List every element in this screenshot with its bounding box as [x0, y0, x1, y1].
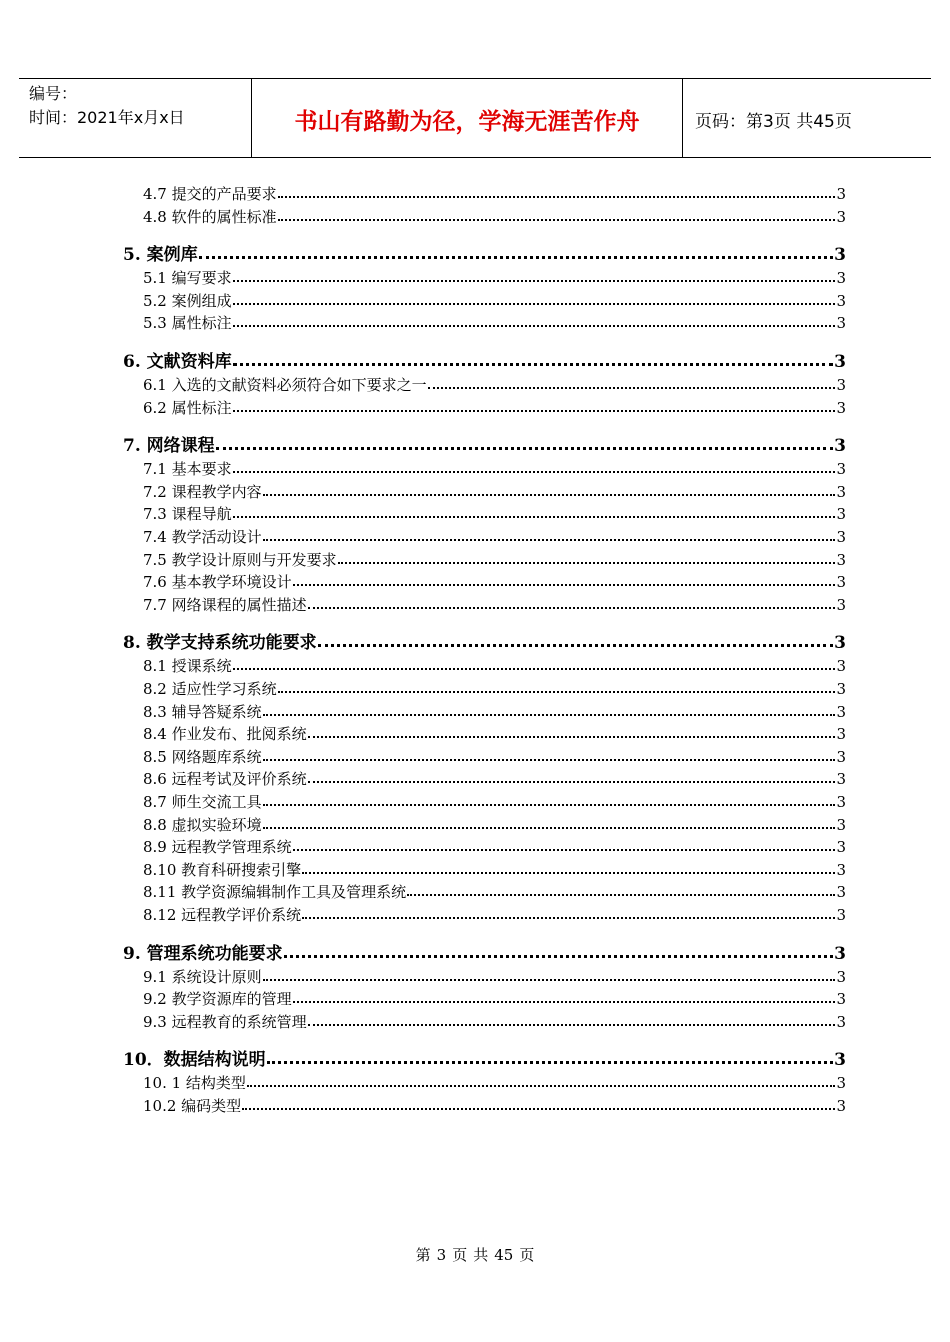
- toc-dot-leader: [263, 490, 836, 496]
- toc-dot-leader: [233, 467, 836, 473]
- toc-entry-title: 8.9 远程教学管理系统: [143, 838, 292, 857]
- toc-dot-leader: [302, 868, 835, 874]
- toc-entry-page: 3: [836, 1074, 846, 1093]
- toc-entry-page: 3: [836, 860, 846, 879]
- toc-entry-title: 5. 案例库: [123, 245, 198, 266]
- toc-entry-title: 7.3 课程导航: [143, 505, 232, 524]
- toc-entry-page: 3: [836, 906, 846, 924]
- toc-section-entry[interactable]: [123, 1045, 846, 1071]
- toc-subsection-entry[interactable]: [143, 458, 846, 478]
- toc-dot-leader: [338, 558, 836, 564]
- toc-dot-leader: [233, 359, 833, 366]
- toc-dot-leader: [302, 913, 835, 919]
- toc-dot-leader: [263, 710, 836, 716]
- toc-dot-leader: [263, 823, 836, 829]
- toc-entry-page: 3: [836, 838, 846, 857]
- footer-label-page: 第: [415, 1246, 431, 1264]
- toc-entry-title: 10. 1 结构类型: [143, 1074, 246, 1093]
- toc-entry-page: 3: [836, 990, 846, 1009]
- toc-dot-leader: [263, 535, 836, 541]
- toc-entry-page: 3: [836, 793, 846, 811]
- toc-entry-page: 3: [836, 815, 846, 834]
- toc-dot-leader: [308, 603, 836, 609]
- toc-entry-title: 5.3 属性标注: [143, 314, 232, 333]
- document-number-label: 编号：: [29, 84, 78, 103]
- toc-subsection-entry[interactable]: [143, 267, 846, 287]
- toc-entry-title: 4.7 提交的产品要求: [143, 185, 277, 203]
- toc-entry-page: 3: [834, 1050, 846, 1071]
- toc-entry-page: 3: [834, 245, 846, 266]
- toc-entry-page: 3: [836, 528, 846, 546]
- toc-entry-title: 6. 文献资料库: [123, 352, 232, 372]
- toc-subsection-entry[interactable]: [143, 206, 846, 226]
- page-footer: [0, 1244, 950, 1265]
- toc-subsection-entry[interactable]: [143, 312, 846, 332]
- toc-entry-page: 3: [836, 725, 846, 744]
- toc-subsection-entry[interactable]: [143, 290, 846, 310]
- toc-entry-title: 8.10 教育科研搜索引擎: [143, 860, 302, 879]
- toc-section-entry[interactable]: [123, 240, 846, 266]
- footer-label-page-unit: 页: [452, 1246, 468, 1264]
- toc-entry-page: 3: [834, 436, 846, 457]
- toc-entry-page: 3: [836, 550, 846, 569]
- toc-subsection-entry[interactable]: [143, 966, 846, 986]
- toc-entry-title: 9.2 教学资源库的管理: [143, 990, 292, 1009]
- toc-entry-page: 3: [836, 680, 846, 698]
- toc-entry-page: 3: [836, 314, 846, 333]
- toc-subsection-entry[interactable]: [143, 678, 846, 698]
- toc-subsection-entry[interactable]: [143, 571, 846, 591]
- toc-subsection-entry[interactable]: [143, 1072, 846, 1092]
- toc-entry-page: 3: [836, 460, 846, 479]
- toc-dot-leader: [233, 664, 836, 670]
- toc-dot-leader: [233, 276, 836, 282]
- footer-label-total-unit: 页: [519, 1246, 535, 1264]
- toc-entry-title: 7.4 教学活动设计: [143, 528, 262, 546]
- toc-subsection-entry[interactable]: [143, 526, 846, 546]
- toc-dot-leader: [233, 406, 836, 412]
- toc-dot-leader: [216, 443, 833, 450]
- toc-subsection-entry[interactable]: [143, 814, 846, 834]
- toc-section-entry[interactable]: [123, 628, 846, 654]
- toc-dot-leader: [293, 580, 836, 586]
- toc-dot-leader: [308, 732, 836, 738]
- toc-dot-leader: [278, 215, 836, 221]
- toc-entry-title: 8.12 远程教学评价系统: [143, 906, 302, 924]
- footer-total-pages: 45: [494, 1246, 514, 1264]
- toc-entry-title: 8.2 适应性学习系统: [143, 680, 277, 698]
- toc-subsection-entry[interactable]: [143, 746, 846, 766]
- toc-entry-page: 3: [836, 207, 846, 226]
- toc-section-entry[interactable]: [123, 431, 846, 457]
- toc-entry-page: 3: [836, 376, 846, 394]
- toc-entry-title: 6.1 入选的文献资料必须符合如下要求之一: [143, 376, 427, 394]
- toc-subsection-entry[interactable]: [143, 768, 846, 788]
- toc-dot-leader: [263, 800, 836, 806]
- toc-entry-title: 8.1 授课系统: [143, 657, 232, 676]
- toc-entry-title: 8.11 教学资源编辑制作工具及管理系统: [143, 883, 407, 902]
- toc-entry-page: 3: [836, 1097, 846, 1115]
- header-page-info: 页码：第3页 共45页: [695, 112, 852, 132]
- toc-subsection-entry[interactable]: [143, 791, 846, 811]
- toc-subsection-entry[interactable]: [143, 701, 846, 721]
- toc-dot-leader: [278, 687, 836, 693]
- toc-entry-page: 3: [834, 943, 846, 964]
- footer-page-number: 3: [436, 1246, 447, 1264]
- toc-section-entry[interactable]: [123, 347, 846, 372]
- toc-entry-title: 8.3 辅导答疑系统: [143, 702, 262, 721]
- toc-dot-leader: [308, 777, 836, 783]
- toc-entry-title: 8.5 网络题库系统: [143, 747, 262, 766]
- toc-entry-title: 8.6 远程考试及评价系统: [143, 770, 307, 789]
- toc-subsection-entry[interactable]: [143, 503, 846, 523]
- toc-subsection-entry[interactable]: [143, 988, 846, 1008]
- toc-subsection-entry[interactable]: [143, 1011, 846, 1031]
- toc-entry-page: 3: [836, 595, 846, 614]
- toc-entry-page: 3: [836, 185, 846, 203]
- toc-dot-leader: [233, 299, 836, 305]
- toc-dot-leader: [407, 890, 835, 896]
- toc-entry-title: 5.1 编写要求: [143, 269, 232, 288]
- toc-entry-title: 10.2 编码类型: [143, 1097, 242, 1115]
- toc-subsection-entry[interactable]: [143, 859, 846, 879]
- toc-entry-title: 4.8 软件的属性标准: [143, 207, 277, 226]
- toc-entry-page: 3: [836, 398, 846, 417]
- toc-entry-page: 3: [836, 291, 846, 310]
- toc-entry-page: 3: [836, 702, 846, 721]
- toc-entry-title: 9.3 远程教育的系统管理: [143, 1012, 307, 1031]
- toc-entry-page: 3: [836, 747, 846, 766]
- toc-subsection-entry[interactable]: [143, 723, 846, 743]
- toc-dot-leader: [199, 252, 833, 259]
- document-time-label: 时间：2021年x月x日: [29, 108, 185, 127]
- toc-entry-title: 6.2 属性标注: [143, 398, 232, 417]
- toc-entry-title: 7.2 课程教学内容: [143, 482, 262, 501]
- toc-entry-title: 9. 管理系统功能要求: [123, 943, 283, 964]
- toc-entry-page: 3: [836, 883, 846, 902]
- toc-dot-leader: [233, 321, 836, 327]
- toc-entry-page: 3: [836, 1012, 846, 1031]
- toc-subsection-entry[interactable]: [143, 881, 846, 901]
- toc-dot-leader: [318, 640, 833, 647]
- toc-dot-leader: [233, 512, 836, 518]
- toc-subsection-entry[interactable]: [143, 481, 846, 501]
- toc-dot-leader: [278, 192, 836, 198]
- toc-entry-title: 7.5 教学设计原则与开发要求: [143, 550, 337, 569]
- toc-entry-title: 9.1 系统设计原则: [143, 967, 262, 986]
- toc-dot-leader: [293, 845, 836, 851]
- toc-entry-page: 3: [836, 482, 846, 501]
- toc-entry-page: 3: [836, 269, 846, 288]
- toc-subsection-entry[interactable]: [143, 1095, 846, 1115]
- toc-dot-leader: [428, 383, 836, 389]
- toc-subsection-entry[interactable]: [143, 397, 846, 417]
- toc-entry-title: 8.8 虚拟实验环境: [143, 815, 262, 834]
- toc-dot-leader: [284, 951, 833, 958]
- toc-entry-title: 7.7 网络课程的属性描述: [143, 595, 307, 614]
- toc-dot-leader: [247, 1081, 836, 1087]
- toc-dot-leader: [308, 1020, 836, 1026]
- toc-entry-title: 5.2 案例组成: [143, 291, 232, 310]
- toc-entry-title: 8.7 师生交流工具: [143, 793, 262, 811]
- toc-subsection-entry[interactable]: [143, 904, 846, 924]
- toc-subsection-entry[interactable]: [143, 183, 846, 203]
- toc-entry-page: 3: [834, 633, 846, 654]
- toc-entry-page: 3: [836, 657, 846, 676]
- toc-dot-leader: [242, 1104, 835, 1110]
- toc-entry-page: 3: [834, 352, 846, 372]
- toc-entry-page: 3: [836, 770, 846, 789]
- toc-entry-title: 8.4 作业发布、批阅系统: [143, 725, 307, 744]
- toc-entry-title: 10．数据结构说明: [123, 1050, 266, 1071]
- toc-dot-leader: [293, 997, 836, 1003]
- toc-entry-page: 3: [836, 573, 846, 592]
- toc-entry-page: 3: [836, 967, 846, 986]
- toc-entry-title: 7. 网络课程: [123, 436, 215, 457]
- toc-dot-leader: [263, 755, 836, 761]
- toc-entry-page: 3: [836, 505, 846, 524]
- toc-entry-title: 7.1 基本要求: [143, 460, 232, 479]
- toc-entry-title: 8. 教学支持系统功能要求: [123, 633, 317, 654]
- toc-subsection-entry[interactable]: [143, 594, 846, 614]
- toc-dot-leader: [263, 975, 836, 981]
- toc-entry-title: 7.6 基本教学环境设计: [143, 573, 292, 592]
- toc-subsection-entry[interactable]: [143, 655, 846, 675]
- toc-subsection-entry[interactable]: [143, 549, 846, 569]
- toc-section-entry[interactable]: [123, 939, 846, 964]
- toc-dot-leader: [267, 1057, 833, 1064]
- toc-subsection-entry[interactable]: [143, 374, 846, 394]
- toc-subsection-entry[interactable]: [143, 836, 846, 856]
- footer-label-total: 共: [473, 1246, 489, 1264]
- header-motto: 书山有路勤为径，学海无涯苦作舟: [294, 109, 640, 135]
